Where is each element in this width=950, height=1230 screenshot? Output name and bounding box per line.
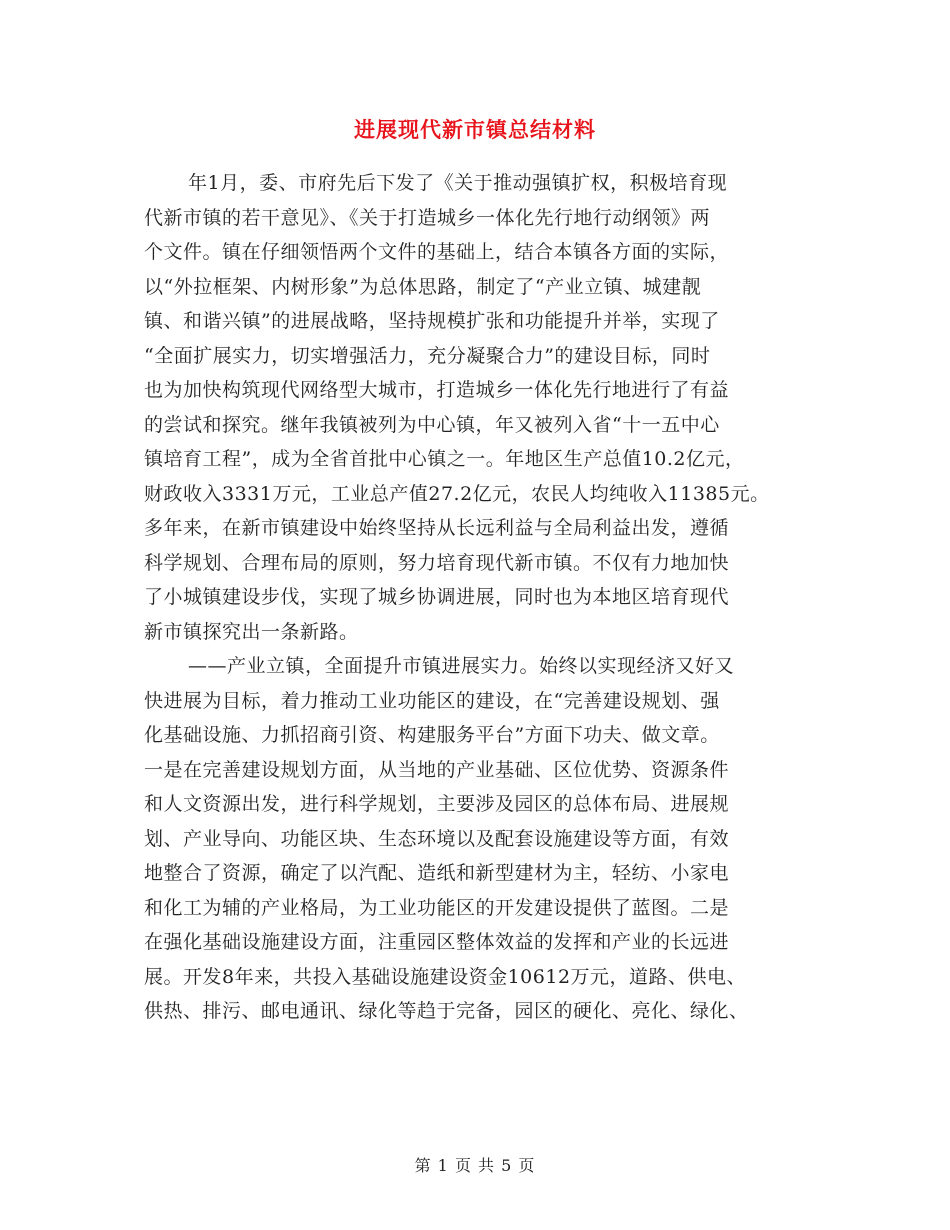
paragraph-line: ——产业立镇，全面提升市镇进展实力。始终以实现经济又好又 — [188, 655, 735, 677]
paragraph-line: 新市镇探究出一条新路。 — [144, 620, 359, 643]
paragraph-line: 和化工为辅的产业格局，为工业功能区的开发建设提供了蓝图。二是 — [144, 896, 730, 919]
paragraph-line: 化基础设施、力抓招商引资、构建服务平台”方面下功夫、做文章。 — [144, 724, 720, 746]
paragraph-line: 年1月，委、市府先后下发了《关于推动强镇扩权，积极培育现 — [188, 172, 728, 194]
paragraph-line: 财政收入3331万元，工业总产值27.2亿元，农民人均纯收入11385元。 — [144, 482, 770, 505]
paragraph-line: “全面扩展实力，切实增强活力，充分凝聚合力”的建设目标，同时 — [144, 344, 711, 367]
document-title: 进展现代新市镇总结材料 — [354, 117, 596, 142]
document-body — [144, 166, 824, 1029]
paragraph-line: 供热、排污、邮电通讯、绿化等趋于完备，园区的硬化、亮化、绿化、 — [144, 1000, 749, 1022]
paragraph-line: 展。开发8年来，共投入基础设施建设资金10612万元，道路、供电、 — [144, 965, 747, 988]
paragraph-line: 也为加快构筑现代网络型大城市，打造城乡一体化先行地进行了有益 — [144, 379, 730, 401]
paragraph-line: 镇培育工程”，成为全省首批中心镇之一。年地区生产总值10.2亿元， — [144, 448, 745, 470]
paragraph-line: 地整合了资源，确定了以汽配、造纸和新型建材为主，轻纺、小家电 — [144, 862, 730, 884]
paragraph-line: 在强化基础设施建设方面，注重园区整体效益的发挥和产业的长远进 — [144, 931, 730, 953]
paragraph-line: 快进展为目标，着力推动工业功能区的建设，在“完善建设规划、强 — [144, 689, 720, 712]
paragraph-line: 和人文资源出发，进行科学规划，主要涉及园区的总体布局、进展规 — [144, 793, 730, 815]
paragraph-line: 代新市镇的若干意见》、《关于打造城乡一体化先行地行动纲领》两 — [144, 206, 711, 229]
paragraph-line: 多年来，在新市镇建设中始终坚持从长远利益与全局利益出发，遵循 — [144, 517, 730, 539]
paragraph-line: 划、产业导向、功能区块、生态环境以及配套设施建设等方面，有效 — [144, 827, 730, 850]
paragraph-line: 一是在完善建设规划方面，从当地的产业基础、区位优势、资源条件 — [144, 758, 730, 781]
paragraph-line: 个文件。镇在仔细领悟两个文件的基础上，结合本镇各方面的实际， — [144, 241, 730, 263]
paragraph-line: 的尝试和探究。继年我镇被列为中心镇，年又被列入省“十一五中心 — [144, 413, 720, 436]
paragraph-line: 以“外拉框架、内树形象”为总体思路，制定了“产业立镇、城建靓 — [144, 275, 702, 298]
paragraph-line: 科学规划、合理布局的原则，努力培育现代新市镇。不仅有力地加快 — [144, 551, 730, 574]
paragraph-line: 镇、和谐兴镇”的进展战略，坚持规模扩张和功能提升并举，实现了 — [144, 310, 720, 332]
paragraph-line: 了小城镇建设步伐，实现了城乡协调进展，同时也为本地区培育现代 — [144, 586, 730, 608]
page-footer: 第 1 页 共 5 页 — [414, 1156, 536, 1175]
